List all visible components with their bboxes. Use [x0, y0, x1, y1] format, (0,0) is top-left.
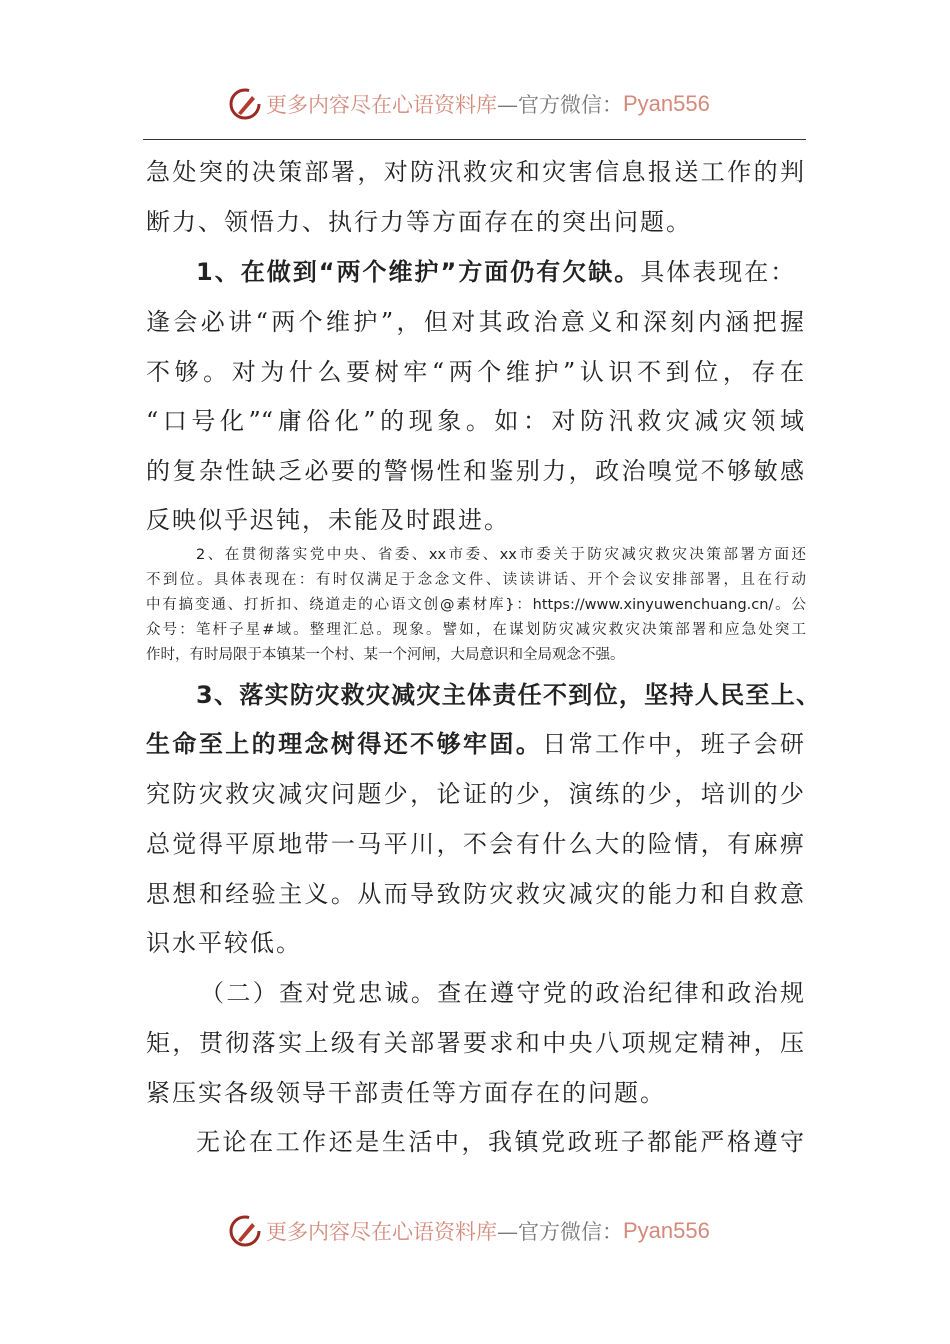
watermark-wechat-label: —官方微信： [497, 93, 623, 117]
text-line: 急处突的决策部署，对防汛救灾和灾害信息报送工作的判 [146, 158, 804, 186]
heading-line [196, 680, 820, 710]
pen-logo-icon [228, 87, 262, 121]
text-line: “口号化”“庸俗化”的现象。如：对防汛救灾减灾领域 [146, 407, 804, 435]
text-line: 紧压实各级领导干部责任等方面存在的问题。 [146, 1079, 666, 1107]
text-line: 思想和经验主义。从而导致防灾救灾减灾的能力和自救意 [146, 880, 804, 908]
text-line: （二）查对党忠诚。查在遵守党的政治纪律和政治规 [200, 979, 804, 1007]
text-line: 反映似乎迟钝，未能及时跟进。 [146, 506, 510, 534]
watermark-wechat-id: Pyan556 [623, 1218, 710, 1243]
text: 具体表现在： [640, 258, 797, 286]
header-rule [143, 139, 806, 140]
text-line: 的复杂性缺乏必要的警惕性和鉴别力，政治嗅觉不够敏感 [146, 457, 804, 485]
heading-line [196, 257, 804, 287]
pen-logo-icon [228, 1214, 262, 1248]
small-text-line: 不到位。具体表现在：有时仅满足于念念文件、读读讲话、开个会议安排部署，且在行动 [146, 572, 806, 588]
small-text-line: 中有搞变通、打折扣、绕道走的心语文创@素材库}：https://www.xinyuwenchuang.cn/。公 [146, 597, 806, 613]
header-watermark [228, 84, 710, 124]
text-line: 矩，贯彻落实上级有关部署要求和中央八项规定精神，压 [146, 1029, 804, 1057]
text-line: 无论在工作还是生活中，我镇党政班子都能严格遵守 [196, 1128, 804, 1156]
watermark-wechat-label: —官方微信： [497, 1220, 623, 1244]
text-line: 识水平较低。 [146, 929, 302, 957]
heading-3: 3、落实防灾救灾减灾主体责任不到位，坚持人民至上、 [196, 681, 820, 709]
small-text-line: 2、在贯彻落实党中央、省委、xx市委、xx市委关于防灾减灾救灾决策部署方面还 [196, 547, 806, 563]
footer-watermark [228, 1211, 710, 1251]
watermark-text: 更多内容尽在心语资料库 [266, 1220, 497, 1244]
watermark-wechat-id: Pyan556 [623, 91, 710, 116]
small-text-line: 作时，有时局限于本镇某一个村、某一个河闸，大局意识和全局观念不强。 [146, 647, 625, 663]
text: 日常工作中，班子会研 [542, 730, 804, 758]
watermark-text: 更多内容尽在心语资料库 [266, 93, 497, 117]
text-line: 不够。对为什么要树牢“两个维护”认识不到位，存在 [146, 358, 804, 386]
text-line: 总觉得平原地带一马平川，不会有什么大的险情，有麻痹 [146, 830, 804, 858]
text-line: 究防灾救灾减灾问题少，论证的少，演练的少，培训的少 [146, 780, 804, 808]
text-line: 逢会必讲“两个维护”，但对其政治意义和深刻内涵把握 [146, 308, 804, 336]
heading-1: 1、在做到“两个维护”方面仍有欠缺。 [196, 258, 641, 286]
heading-line [146, 729, 804, 759]
small-text-line: 众号：笔杆子星#域。整理汇总。现象。譬如，在谋划防灾减灾救灾决策部署和应急处突工 [146, 622, 806, 638]
heading-3-cont: 生命至上的理念树得还不够牢固。 [146, 730, 543, 758]
text-line: 断力、领悟力、执行力等方面存在的突出问题。 [146, 208, 692, 236]
